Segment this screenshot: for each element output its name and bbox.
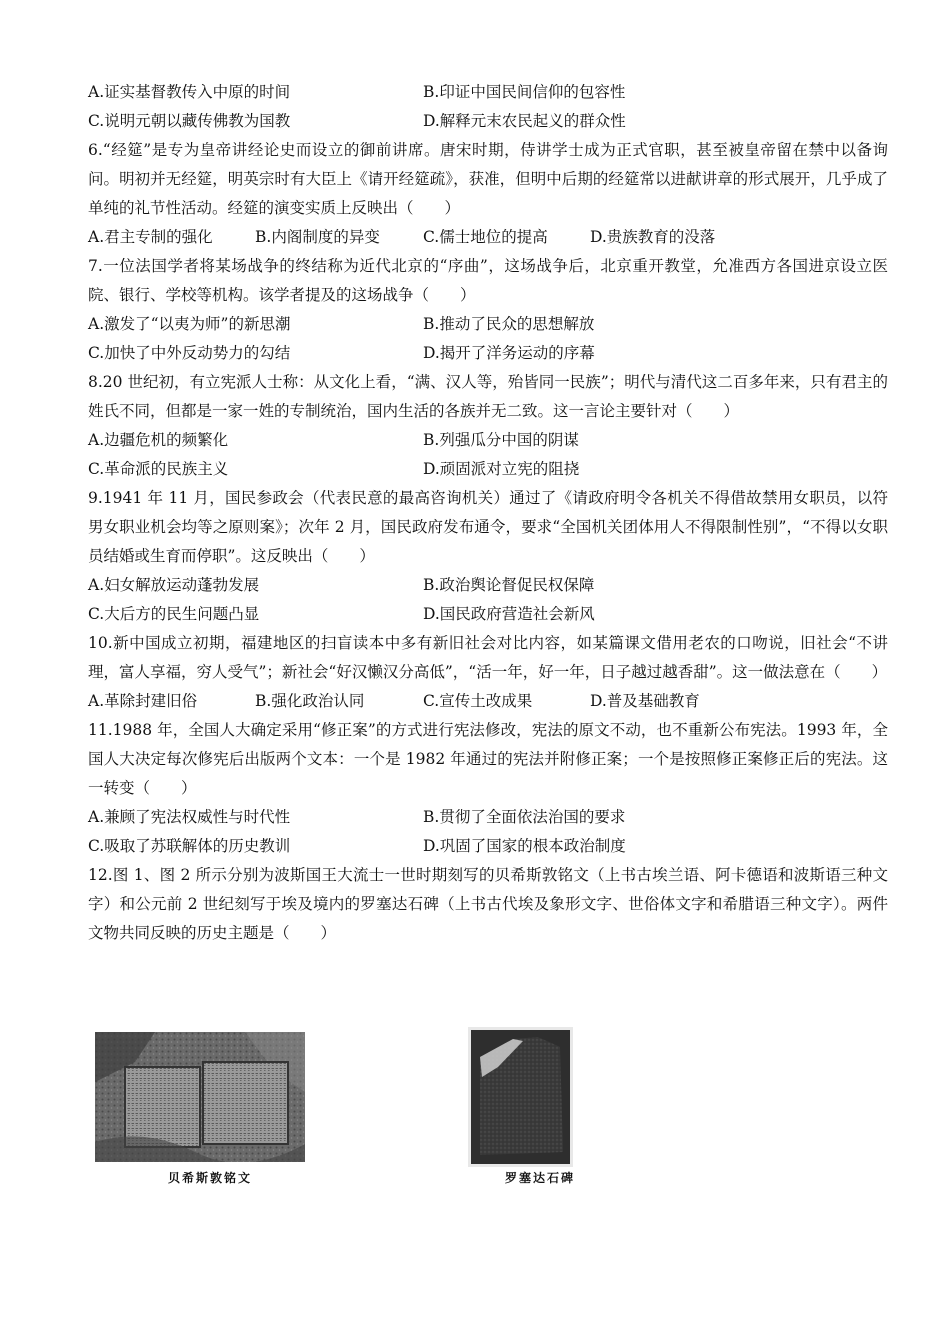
q11-stem: 11.1988 年，全国人大确定采用“修正案”的方式进行宪法修改，宪法的原文不动，也不重新公布宪法。1993 年，全国人大决定每次修宪后出版两个文本：一个是 1982 年通过的宪法并附修正案；一个是按照修正案修正后的宪法。这一转变（ ） bbox=[88, 721, 888, 797]
q9-option-b[interactable]: B.政治舆论督促民权保障 bbox=[423, 576, 595, 594]
q7-option-c[interactable]: C.加快了中外反动势力的勾结 bbox=[88, 344, 291, 362]
q6-option-d[interactable]: D.贵族教育的没落 bbox=[590, 228, 716, 246]
q8-option-a[interactable]: A.边疆危机的频繁化 bbox=[88, 431, 229, 449]
exam-page bbox=[88, 78, 888, 948]
q6-stem: 6.“经筵”是专为皇帝讲经论史而设立的御前讲席。唐宋时期，侍讲学士成为正式官职，甚至被皇帝留在禁中以备询问。明初并无经筵，明英宗时有大臣上《请开经筵疏》，获准，但明中后期的经筵常以进献讲章的形式展开，几乎成了单纯的礼节性活动。经筵的演变实质上反映出（ ） bbox=[88, 141, 888, 217]
q11-option-d[interactable]: D.巩固了国家的根本政治制度 bbox=[423, 837, 626, 855]
q5-option-a[interactable]: A.证实基督教传入中原的时间 bbox=[88, 83, 291, 101]
q11-options-row-1 bbox=[88, 803, 888, 832]
q8-options-row-1 bbox=[88, 426, 888, 455]
q10-option-d[interactable]: D.普及基础教育 bbox=[590, 692, 700, 710]
q7-option-b[interactable]: B.推动了民众的思想解放 bbox=[423, 315, 595, 333]
fig2-caption: 罗塞达石碑 bbox=[505, 1171, 576, 1185]
q9-options-row-1 bbox=[88, 571, 888, 600]
q9-options-row-2 bbox=[88, 600, 888, 629]
q11-option-b[interactable]: B.贯彻了全面依法治国的要求 bbox=[423, 808, 626, 826]
q10-stem: 10.新中国成立初期，福建地区的扫盲读本中多有新旧社会对比内容，如某篇课文借用老农的口吻说，旧社会“不讲理，富人享福，穷人受气”；新社会“好汉懒汉分高低”，“活一年，好一年，日子越过越香甜”。这一做法意在（ ） bbox=[88, 634, 888, 681]
q7-option-d[interactable]: D.揭开了洋务运动的序幕 bbox=[423, 344, 595, 362]
q11-options-row-2 bbox=[88, 832, 888, 861]
q10-option-c[interactable]: C.宣传土改成果 bbox=[423, 692, 533, 710]
q8-stem: 8.20 世纪初，有立宪派人士称：从文化上看，“满、汉人等，殆皆同一民族”；明代与清代这二百多年来，只有君主的姓氏不同，但都是一家一姓的专制统治，国内生活的各族并无二致。这一言论主要针对（ ） bbox=[88, 373, 888, 420]
fig1-caption: 贝希斯敦铭文 bbox=[168, 1171, 253, 1185]
q7-options-row-2 bbox=[88, 339, 888, 368]
q10-option-b[interactable]: B.强化政治认同 bbox=[255, 692, 365, 710]
q8-options-row-2 bbox=[88, 455, 888, 484]
q11-option-a[interactable]: A.兼顾了宪法权威性与时代性 bbox=[88, 808, 291, 826]
q9-stem: 9.1941 年 11 月，国民参政会（代表民意的最高咨询机关）通过了《请政府明令各机关不得借故禁用女职员，以符男女职业机会均等之原则案》；次年 2 月，国民政府发布通令，要求“全国机关团体用人不得限制性别”，“不得以女职员结婚或生育而停职”。这反映出（ ） bbox=[88, 489, 888, 565]
q5-options-row-2 bbox=[88, 107, 888, 136]
q5-option-d[interactable]: D.解释元末农民起义的群众性 bbox=[423, 112, 626, 130]
q6-options-row bbox=[88, 223, 888, 252]
q12-stem: 12.图 1、图 2 所示分别为波斯国王大流士一世时期刻写的贝希斯敦铭文（上书古埃兰语、阿卡德语和波斯语三种文字）和公元前 2 世纪刻写于埃及境内的罗塞达石碑（上书古代埃及象形文字、世俗体文字和希腊语三种文字）。两件文物共同反映的历史主题是（ ） bbox=[88, 866, 888, 942]
q10-options-row bbox=[88, 687, 888, 716]
behistun-inscription-image bbox=[95, 1032, 305, 1162]
q6-option-c[interactable]: C.儒士地位的提高 bbox=[423, 228, 548, 246]
q5-options-row-1 bbox=[88, 78, 888, 107]
q7-options-row-1 bbox=[88, 310, 888, 339]
q10-option-a[interactable]: A.革除封建旧俗 bbox=[88, 692, 198, 710]
q9-option-a[interactable]: A.妇女解放运动蓬勃发展 bbox=[88, 576, 260, 594]
q6-option-a[interactable]: A.君主专制的强化 bbox=[88, 228, 213, 246]
q8-option-d[interactable]: D.顽固派对立宪的阻挠 bbox=[423, 460, 580, 478]
rosetta-stone-image bbox=[468, 1027, 573, 1167]
q9-option-d[interactable]: D.国民政府营造社会新风 bbox=[423, 605, 595, 623]
q5-option-b[interactable]: B.印证中国民间信仰的包容性 bbox=[423, 83, 626, 101]
q6-option-b[interactable]: B.内阁制度的异变 bbox=[255, 228, 380, 246]
q12-figures bbox=[0, 1027, 950, 1197]
q8-option-c[interactable]: C.革命派的民族主义 bbox=[88, 460, 229, 478]
q7-stem: 7.一位法国学者将某场战争的终结称为近代北京的“序曲”，这场战争后，北京重开教堂，允准西方各国进京设立医院、银行、学校等机构。该学者提及的这场战争（ ） bbox=[88, 257, 888, 304]
q11-option-c[interactable]: C.吸取了苏联解体的历史教训 bbox=[88, 837, 291, 855]
q7-option-a[interactable]: A.激发了“以夷为师”的新思潮 bbox=[88, 315, 291, 333]
q9-option-c[interactable]: C.大后方的民生问题凸显 bbox=[88, 605, 260, 623]
q5-option-c[interactable]: C.说明元朝以藏传佛教为国教 bbox=[88, 112, 291, 130]
q8-option-b[interactable]: B.列强瓜分中国的阴谋 bbox=[423, 431, 579, 449]
